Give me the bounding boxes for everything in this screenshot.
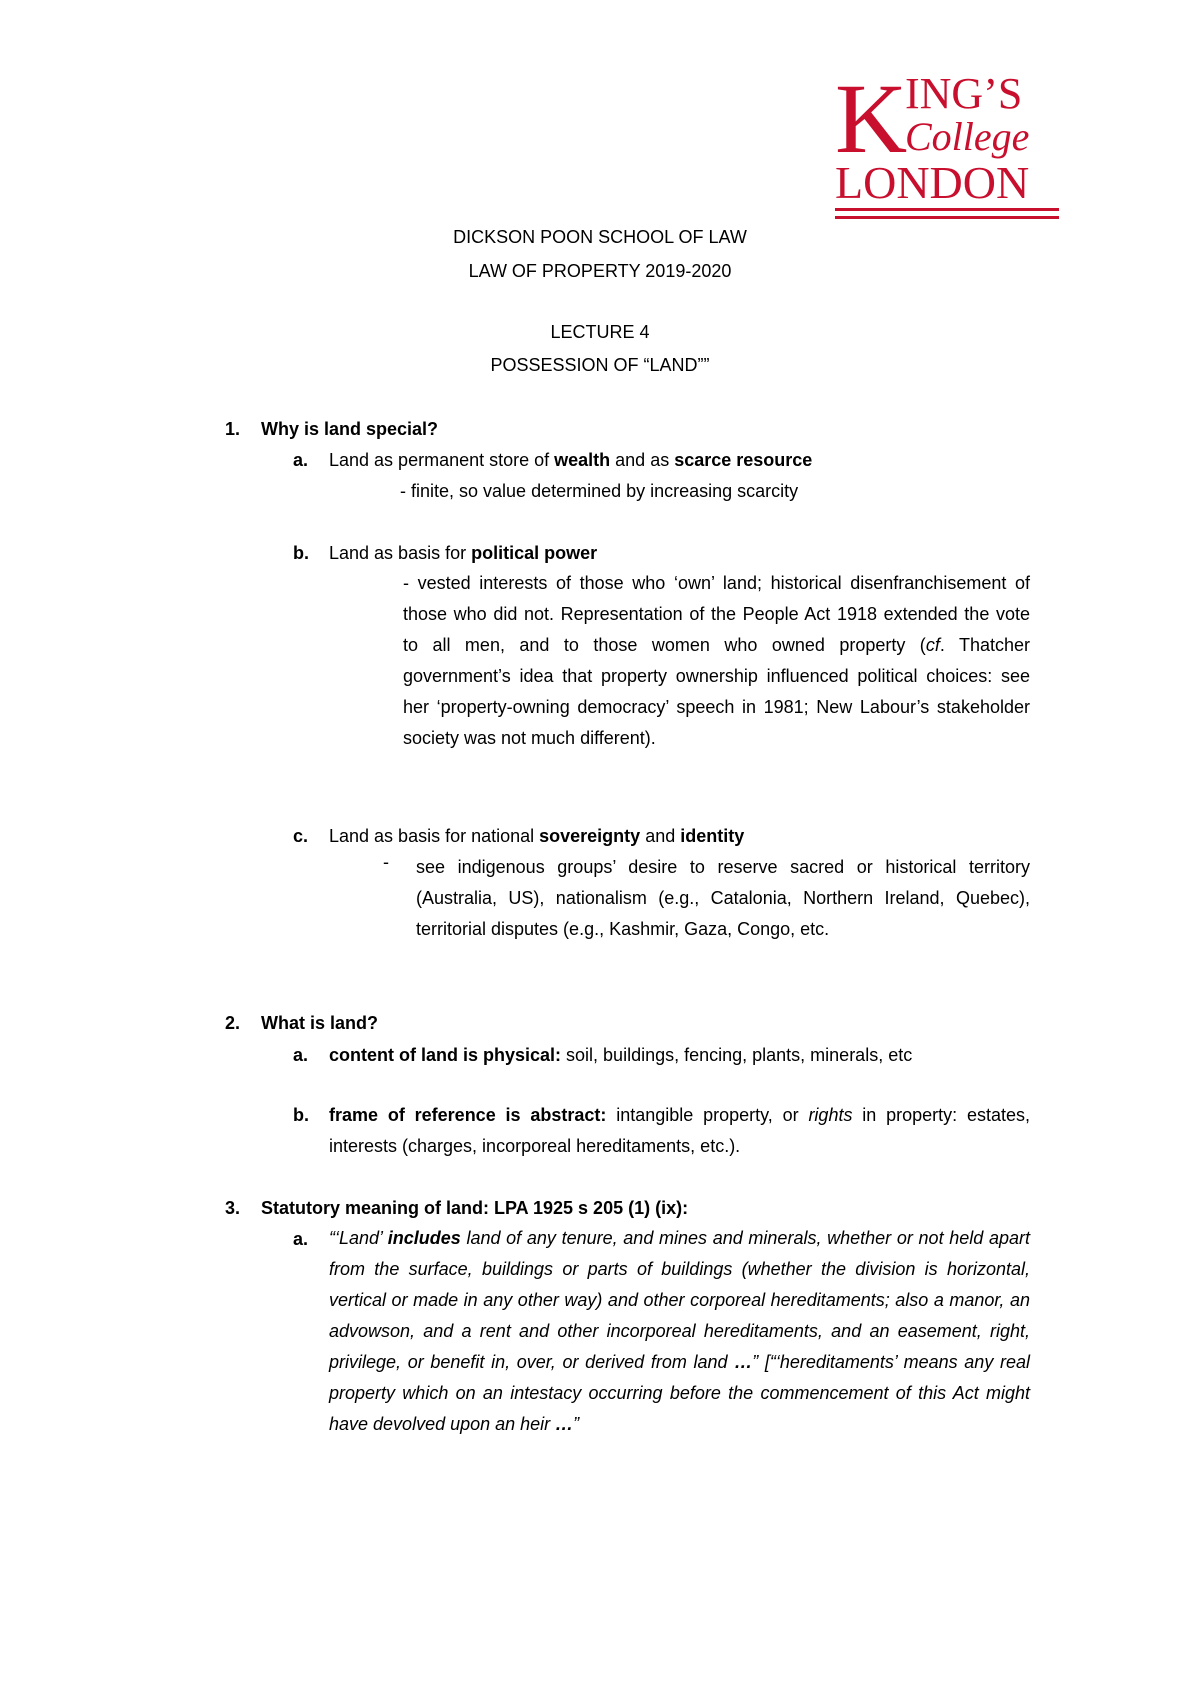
lecture-topic: POSSESSION OF “LAND”” xyxy=(490,355,710,375)
section-3-item-a-quotation: “‘Land’ includes land of any tenure, and mines and minerals, whether or not held apart from the surface, buildings or parts of buildings (whether the division is horizontal, vertical or made in any other way) and other corporeal hereditaments; also a manor, an advowson, and a rent and other incorporeal hereditaments, and an easement, right, privilege, or benefit in, over, or derived from land …” [“‘hereditaments’ means any real property which on an intestacy occurring before the commencement of this Act might have devolved upon an heir …” xyxy=(329,1228,1030,1434)
section-number: 1. xyxy=(225,419,241,439)
item-letter: a. xyxy=(293,450,309,470)
section-title: Statutory meaning of land: LPA 1925 s 205 (1) (ix): xyxy=(261,1198,689,1218)
section-1-item-c: c. Land as basis for national sovereignty and identity xyxy=(293,826,745,846)
section-title: What is land? xyxy=(261,1013,378,1033)
item-letter: a. xyxy=(293,1045,309,1065)
section-1-item-a-note: - finite, so value determined by increasing scarcity xyxy=(400,481,799,501)
svg-text:ING’S: ING’S xyxy=(905,70,1023,118)
item-letter: b. xyxy=(293,1105,309,1125)
course-title: LAW OF PROPERTY 2019-2020 xyxy=(468,261,732,281)
item-letter: b. xyxy=(293,543,309,563)
section-1-item-c-dash: - xyxy=(383,852,389,872)
lecture-number: LECTURE 4 xyxy=(550,322,650,342)
section-2-heading xyxy=(225,1013,378,1035)
item-letter: a. xyxy=(293,1229,309,1249)
section-number: 2. xyxy=(225,1013,241,1033)
svg-text:K: K xyxy=(835,70,908,174)
section-3-heading xyxy=(225,1198,688,1220)
item-letter: c. xyxy=(293,826,309,846)
section-number: 3. xyxy=(225,1198,241,1218)
section-1-item-b: b. Land as basis for political power xyxy=(293,543,598,563)
section-title: Why is land special? xyxy=(261,419,439,439)
section-2-item-b-paragraph: frame of reference is abstract: intangible property, or rights in property: estates, interests (charges, incorporeal hereditaments, etc.). xyxy=(329,1105,1030,1156)
section-2-item-b xyxy=(293,1105,329,1127)
section-2-item-a: a. content of land is physical: soil, buildings, fencing, plants, minerals, etc xyxy=(293,1045,913,1065)
svg-text:LONDON: LONDON xyxy=(835,157,1030,208)
section-1-item-b-paragraph: - vested interests of those who ‘own’ land; historical disenfranchisement of those who did not. Representation of the People Act 1918 extended the vote to all men, and to those women who owned property (cf. Thatcher government’s idea that property ownership influenced political choices: see her ‘property-owning democracy’ speech in 1981; New Labour’s stakeholder society was not much different). xyxy=(403,573,1030,748)
section-3-item-a xyxy=(293,1229,329,1251)
school-name: DICKSON POON SCHOOL OF LAW xyxy=(453,227,747,247)
kings-college-london-logo xyxy=(835,70,1065,230)
section-1-item-a: a. Land as permanent store of wealth and as scarce resource xyxy=(293,450,813,470)
section-1-item-c-paragraph: see indigenous groups’ desire to reserve sacred or historical territory (Australia, US), nationalism (e.g., Catalonia, Northern Ireland, Quebec), territorial disputes (e.g., Kashmir, Gaza, Congo, etc. xyxy=(416,857,1030,939)
section-1-heading xyxy=(225,419,438,441)
svg-text:College: College xyxy=(905,114,1030,159)
